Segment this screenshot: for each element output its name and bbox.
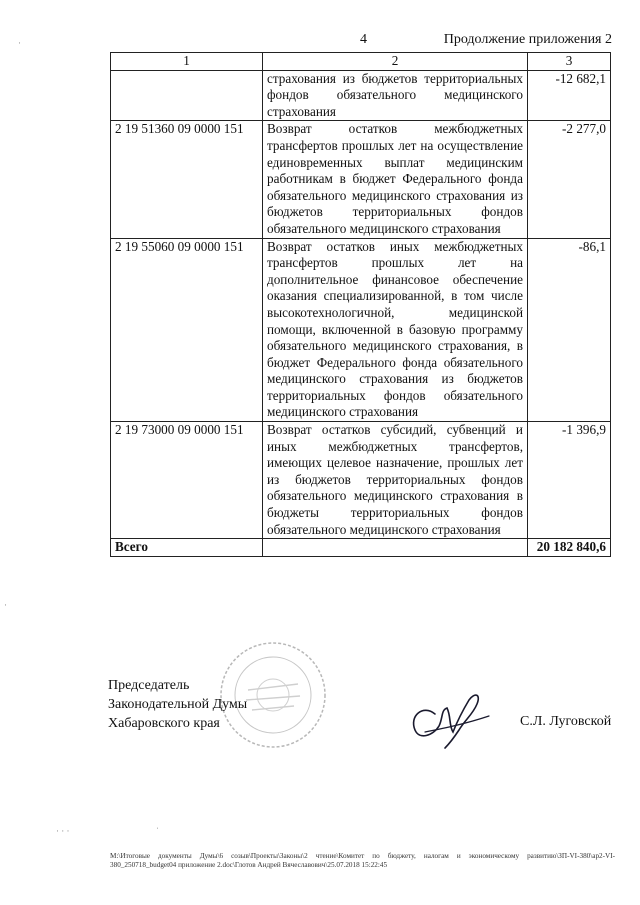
signatory-position	[108, 676, 247, 733]
row-amount: -86,1	[528, 238, 611, 422]
row-amount: -2 277,0	[528, 121, 611, 238]
signatory-name: С.Л. Луговской	[520, 714, 612, 729]
position-line: Законодательной Думы	[108, 697, 248, 712]
budget-code: 2 19 51360 09 0000 151	[111, 121, 263, 238]
row-description: Возврат остатков субсидий, субвенций и иных межбюджетных трансфертов, имеющих целевое назначение, прошлых лет из бюджетов территориальных фондов обязательного медицинского страхования в бюджеты территориальных фондов обязательного медицинского страхования	[263, 422, 528, 539]
scan-speck: ·	[18, 38, 21, 48]
file-path-footer: M:\Итоговые документы Думы\6 созыв\Проекты\Законы\2 чтение\Комитет по бюджету, налогам и экономическому развитию\ЗП-VI-380\ap2-VI-380_250718_budget04 приложение 2.doc\Глотов Андрей Вячеславович\25.07.2018 15:22:45	[110, 852, 615, 869]
budget-code: 2 19 73000 09 0000 151	[111, 422, 263, 539]
row-amount: -12 682,1	[528, 70, 611, 121]
page-number: 4	[360, 32, 367, 47]
row-amount: -1 396,9	[528, 422, 611, 539]
table-row	[111, 238, 611, 422]
position-line: Хабаровского края	[108, 716, 220, 731]
budget-code	[111, 70, 263, 121]
row-description: Возврат остатков межбюджетных трансфертов прошлых лет на осуществление единовременных выплат медицинским работникам в бюджет Федерального фонда обязательного медицинского страхования из бюджетов территориальных фондов обязательного медицинского страхования	[263, 121, 528, 238]
handwritten-signature	[405, 686, 495, 751]
scan-speck: ·	[4, 600, 7, 610]
total-row	[111, 539, 611, 557]
total-label: Всего	[111, 539, 263, 557]
column-header: 3	[528, 53, 611, 71]
continuation-label: Продолжение приложения 2	[443, 32, 612, 47]
table-header-row	[111, 53, 611, 71]
table-row	[111, 70, 611, 121]
budget-code: 2 19 55060 09 0000 151	[111, 238, 263, 422]
position-line: Председатель	[108, 678, 190, 693]
column-header: 2	[263, 53, 528, 71]
table-row	[111, 121, 611, 238]
table-row	[111, 422, 611, 539]
row-description: Возврат остатков иных межбюджетных трансфертов прошлых лет на дополнительное финансовое обеспечение оказания специализированной, в том числе высокотехнологичной, медицинской помощи, включенной в базовую программу обязательного медицинского страхования, в бюджет Федерального фонда обязательного медицинского страхования из бюджетов территориальных фондов обязательного медицинского страхования	[263, 238, 528, 422]
budget-table	[110, 52, 611, 557]
scan-speck: ˈ	[156, 826, 159, 836]
scan-speck: · · ·	[56, 826, 70, 836]
column-header: 1	[111, 53, 263, 71]
total-amount: 20 182 840,6	[528, 539, 611, 557]
row-description: страхования из бюджетов территориальных фондов обязательного медицинского страхования	[263, 70, 528, 121]
total-empty-cell	[263, 539, 528, 557]
